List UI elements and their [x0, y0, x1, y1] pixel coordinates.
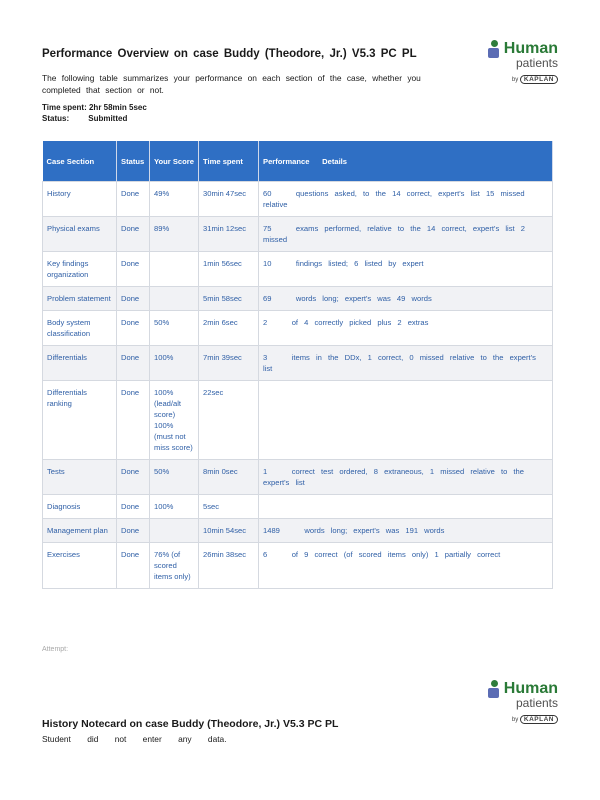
logo-by: by [511, 77, 519, 83]
logo-brand: KAPLAN [520, 75, 558, 84]
row-status: Done [117, 252, 150, 287]
row-section: Key findings organization [43, 252, 117, 287]
logo-sub: patients [515, 696, 558, 710]
row-details: findings listed; 6 listed by expert [295, 259, 424, 268]
row-status: Done [117, 519, 150, 543]
row-performance [259, 182, 553, 217]
row-status: Done [117, 460, 150, 495]
row-score: 50% [150, 460, 199, 495]
report-header [42, 40, 558, 124]
row-perf-number: 3 [263, 353, 268, 362]
row-section: Differentials [43, 346, 117, 381]
performance-table [42, 141, 553, 589]
header-performance-details [259, 141, 553, 182]
table-row [43, 182, 553, 217]
row-time: 5sec [199, 495, 259, 519]
row-time: 8min 0sec [199, 460, 259, 495]
row-status: Done [117, 495, 150, 519]
row-perf-number: 6 [263, 550, 268, 559]
row-performance [259, 217, 553, 252]
status-value: Submitted [88, 114, 128, 123]
row-score: 100% (lead/alt score) 100% (must not miss score) [150, 381, 199, 460]
row-details: correct test ordered, 8 extraneous, 1 missed relative to the expert's list [263, 467, 524, 487]
table-row [43, 252, 553, 287]
row-details: of 4 correctly picked plus 2 extras [291, 318, 429, 327]
ihuman-logo [466, 40, 558, 84]
row-details: of 9 correct (of scored items only) 1 partially correct [291, 550, 501, 559]
row-details: questions asked, to the 14 correct, expert's list 15 missed relative [263, 189, 525, 209]
row-status: Done [117, 217, 150, 252]
row-status: Done [117, 381, 150, 460]
row-time: 7min 39sec [199, 346, 259, 381]
row-time: 22sec [199, 381, 259, 460]
table-row [43, 495, 553, 519]
row-score [150, 252, 199, 287]
notecard-text: Student did not enter any data. [42, 734, 227, 744]
time-label: Time spent: [42, 103, 87, 112]
row-section: Physical exams [43, 217, 117, 252]
report-intro: The following table summarizes your performance on each section of the case, whether you completed that section or not. [42, 73, 421, 95]
report-meta [42, 102, 558, 124]
ihuman-logo-footer [466, 680, 558, 724]
time-value: 2hr 58min 5sec [88, 103, 147, 112]
logo-sub: patients [515, 56, 558, 70]
row-time: 10min 54sec [199, 519, 259, 543]
row-performance [259, 252, 553, 287]
logo-name: Human [503, 680, 558, 697]
row-status: Done [117, 543, 150, 589]
row-section: Body system classification [43, 311, 117, 346]
row-section: Differentials ranking [43, 381, 117, 460]
table-row [43, 287, 553, 311]
row-score: 50% [150, 311, 199, 346]
row-performance [259, 495, 553, 519]
row-perf-number: 60 [263, 189, 272, 198]
table-header-row [43, 141, 553, 182]
row-perf-number: 1489 [263, 526, 280, 535]
ihuman-logo-icon [488, 40, 502, 58]
row-status: Done [117, 311, 150, 346]
notecard-title: History Notecard on case Buddy (Theodore, Jr.) V5.3 PC PL [42, 718, 339, 730]
status-label: Status: [42, 114, 70, 123]
header-performance: Performance [263, 156, 310, 166]
row-perf-number: 75 [263, 224, 272, 233]
logo-name: Human [503, 40, 558, 57]
row-time: 1min 56sec [199, 252, 259, 287]
row-section: Management plan [43, 519, 117, 543]
header-time-spent: Time spent [199, 141, 259, 182]
row-section: Tests [43, 460, 117, 495]
row-performance [259, 543, 553, 589]
row-performance [259, 381, 553, 460]
table-row [43, 519, 553, 543]
table-row [43, 217, 553, 252]
row-performance [259, 519, 553, 543]
logo-by-line [466, 715, 558, 724]
row-details: words long; expert's was 191 words [304, 526, 445, 535]
table-row [43, 346, 553, 381]
row-section: History [43, 182, 117, 217]
header-your-score: Your Score [150, 141, 199, 182]
row-score: 100% [150, 495, 199, 519]
row-status: Done [117, 287, 150, 311]
row-details: items in the DDx, 1 correct, 0 missed relative to the expert's list [263, 353, 536, 373]
report-title: Performance Overview on case Buddy (Theodore, Jr.) V5.3 PC PL [42, 48, 417, 60]
row-score: 89% [150, 217, 199, 252]
row-score [150, 519, 199, 543]
row-score: 76% (of scored items only) [150, 543, 199, 589]
row-performance [259, 346, 553, 381]
header-status: Status [117, 141, 150, 182]
row-performance [259, 460, 553, 495]
logo-by-line [466, 75, 558, 84]
row-section: Diagnosis [43, 495, 117, 519]
row-status: Done [117, 182, 150, 217]
row-section: Exercises [43, 543, 117, 589]
table-row [43, 381, 553, 460]
logo-by: by [511, 717, 519, 723]
row-time: 5min 58sec [199, 287, 259, 311]
row-time: 2min 6sec [199, 311, 259, 346]
ihuman-logo-icon [488, 680, 502, 698]
logo-brand: KAPLAN [520, 715, 558, 724]
row-perf-number: 69 [263, 294, 272, 303]
row-score: 100% [150, 346, 199, 381]
table-row [43, 460, 553, 495]
row-section: Problem statement [43, 287, 117, 311]
row-performance [259, 311, 553, 346]
row-time: 26min 38sec [199, 543, 259, 589]
row-score [150, 287, 199, 311]
row-details: exams performed, relative to the 14 correct, expert's list 2 missed [263, 224, 525, 244]
row-status: Done [117, 346, 150, 381]
row-perf-number: 10 [263, 259, 272, 268]
attempt-label: Attempt: [42, 646, 69, 653]
row-performance [259, 287, 553, 311]
row-details: words long; expert's was 49 words [295, 294, 432, 303]
header-case-section: Case Section [43, 141, 117, 182]
table-row [43, 311, 553, 346]
row-time: 30min 47sec [199, 182, 259, 217]
row-perf-number: 1 [263, 467, 268, 476]
row-score: 49% [150, 182, 199, 217]
row-perf-number: 2 [263, 318, 268, 327]
header-details: Details [322, 156, 348, 166]
table-row [43, 543, 553, 589]
row-time: 31min 12sec [199, 217, 259, 252]
